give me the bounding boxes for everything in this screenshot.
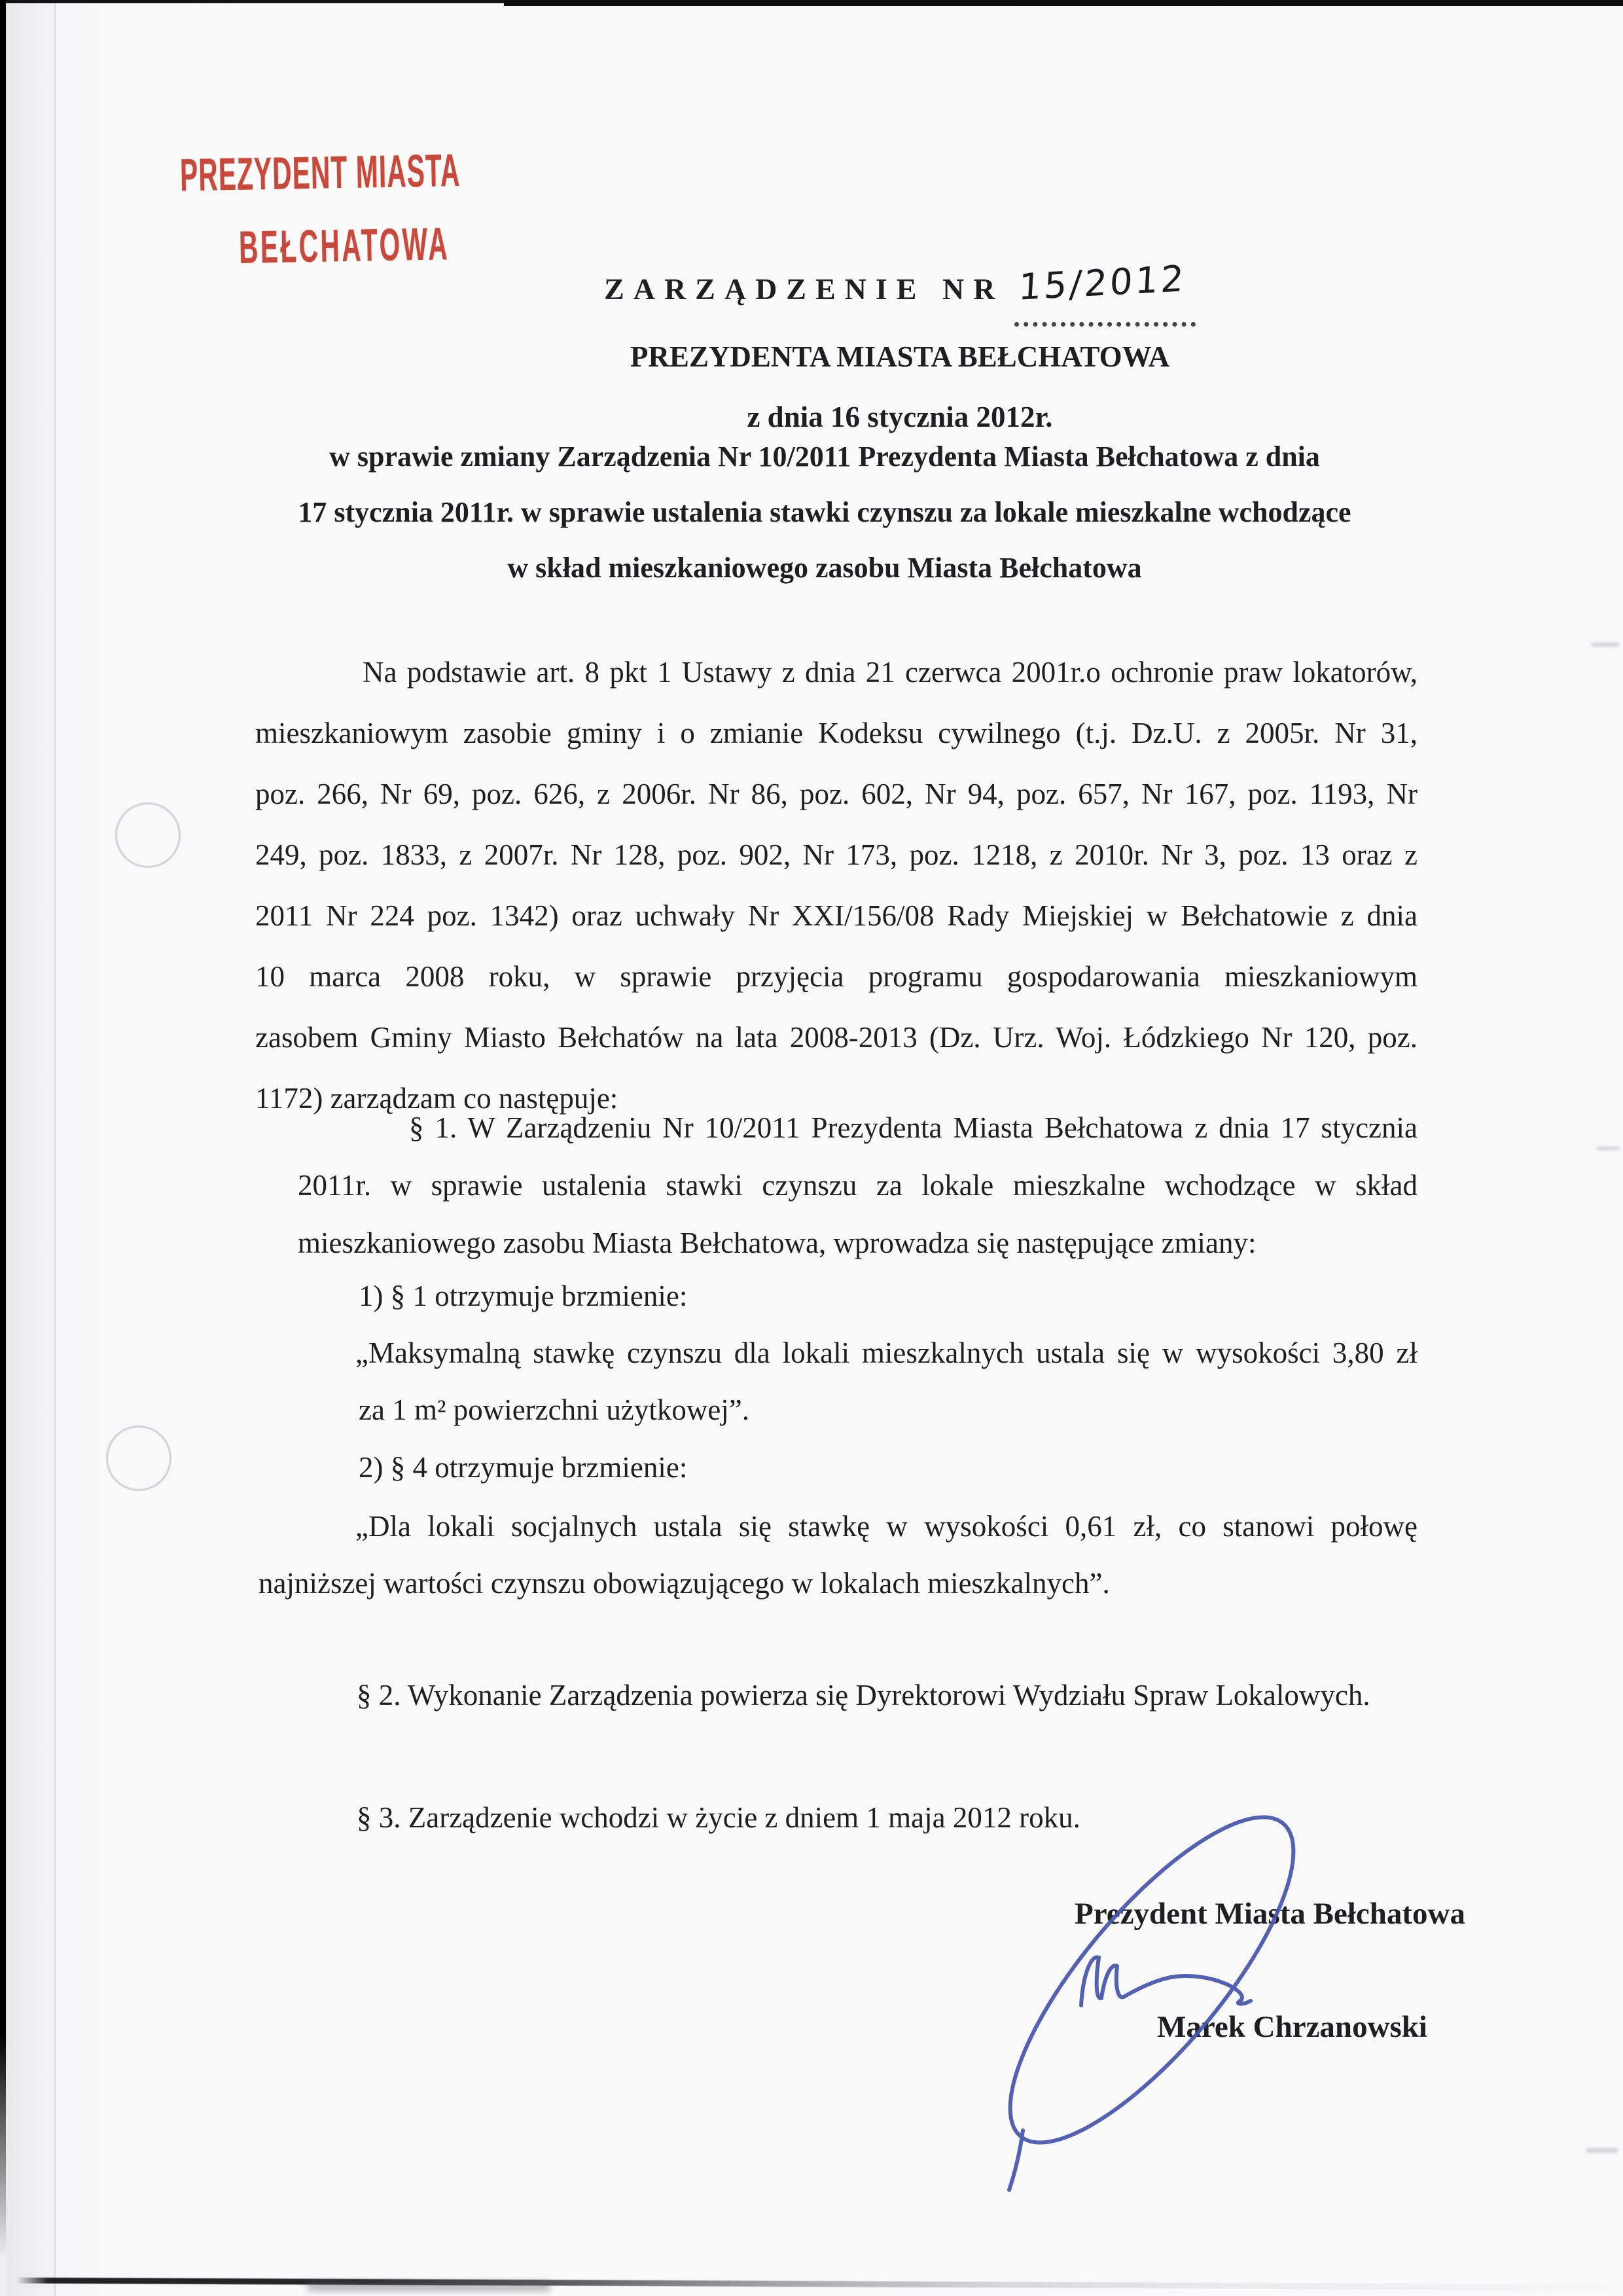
issuer-line: PREZYDENTA MIASTA BEŁCHATOWA [630,340,1170,373]
section-3-paragraph: § 3. Zarządzenie wchodzi w życie z dniem 1 maja 2012 roku. [357,1801,1080,1834]
text-line: mieszkaniowego zasobu Miasta Bełchatowa, wprowadza się następujące zmiany: [298,1227,1257,1259]
text-line: 1172) zarządzam co następuje: [255,1082,618,1115]
page-edge-shadow [6,0,56,2296]
text-line: najniższej wartości czynszu obowiązującego w lokalach mieszkalnych”. [259,1567,1110,1600]
left-scan-edge [0,0,6,2259]
text-line: § 1. W Zarządzeniu Nr 10/2011 Prezydenta Miasta Bełchatowa z dnia 17 stycznia [409,1111,1418,1144]
edge-smudge [1586,2148,1618,2153]
point-2-quote [259,1498,1418,1612]
punch-hole-mark [106,1426,171,1491]
signature-name: Marek Chrzanowski [1157,2010,1427,2044]
text-line: mieszkaniowym zasobie gminy i o zmianie Kodeksu cywilnego (t.j. Dz.U. z 2005r. Nr 31, [255,717,1418,749]
point-1-heading: 1) § 1 otrzymuje brzmienie: [359,1280,688,1312]
text-line: 2011 Nr 224 poz. 1342) oraz uchwały Nr XXI/156/08 Rady Miejskiej w Bełchatowie z dnia [255,899,1418,932]
text-line: poz. 266, Nr 69, poz. 626, z 2006r. Nr 86, poz. 602, Nr 94, poz. 657, Nr 167, poz. 1193, Nr [255,778,1418,810]
section-1-paragraph [298,1099,1418,1272]
signature-title: Prezydent Miasta Bełchatowa [1075,1897,1465,1931]
legal-basis-paragraph [255,642,1418,1129]
text-line: „Dla lokali socjalnych ustala się stawkę w wysokości 0,61 zł, co stanowi połowę [355,1510,1418,1543]
text-line: 2011r. w sprawie ustalenia stawki czynszu za lokale mieszkalne wchodzące w skład [298,1169,1418,1202]
edge-smudge [1592,643,1619,647]
ordinance-label: ZARZĄDZENIE NR [604,272,1005,306]
stamp-line-2: BEŁCHATOWA [238,218,450,273]
bottom-scan-smudge [308,2282,550,2291]
bottom-scan-streak [16,2278,1607,2291]
date-line: z dnia 16 stycznia 2012r. [747,401,1053,433]
title-block [245,257,1554,447]
text-line: 17 stycznia 2011r. w sprawie ustalenia stawki czynszu za lokale mieszkalne wchodzące [298,496,1351,528]
text-line: za 1 m² powierzchni użytkowej”. [359,1393,750,1426]
point-1-quote [355,1325,1418,1439]
dotted-number-line [1014,257,1196,327]
subject-block [242,429,1407,596]
page-fold-line [54,0,56,2296]
text-line: „Maksymalną stawkę czynszu dla lokali mieszkalnych ustala się w wysokości 3,80 zł [355,1336,1418,1369]
office-stamp [179,144,665,272]
text-line: 10 marca 2008 roku, w sprawie przyjęcia programu gospodarowania mieszkaniowym [255,960,1418,993]
point-2-heading: 2) § 4 otrzymuje brzmienie: [359,1451,688,1484]
text-line: 249, poz. 1833, z 2007r. Nr 128, poz. 902, Nr 173, poz. 1218, z 2010r. Nr 3, poz. 13 oraz z [255,838,1418,871]
text-line: w sprawie zmiany Zarządzenia Nr 10/2011 Prezydenta Miasta Bełchatowa z dnia [329,440,1320,473]
stamp-line-1: PREZYDENT MIASTA [179,144,461,201]
handwritten-signature [916,1787,1361,2206]
ordinance-title-line [245,257,1554,327]
text-line: Na podstawie art. 8 pkt 1 Ustawy z dnia 21 czerwca 2001r.o ochronie praw lokatorów, [363,656,1418,689]
top-scan-edge-right [504,0,1623,6]
text-line: zasobem Gminy Miasto Bełchatów na lata 2008-2013 (Dz. Urz. Woj. Łódzkiego Nr 120, poz. [255,1021,1418,1054]
edge-smudge [1597,1147,1619,1150]
text-line: w skład mieszkaniowego zasobu Miasta Bełchatowa [507,552,1142,584]
ordinance-number-handwritten: 15/2012 [1018,257,1188,308]
section-2-paragraph: § 2. Wykonanie Zarządzenia powierza się Dyrektorowi Wydziału Spraw Lokalowych. [357,1679,1370,1712]
punch-hole-mark [115,802,181,868]
